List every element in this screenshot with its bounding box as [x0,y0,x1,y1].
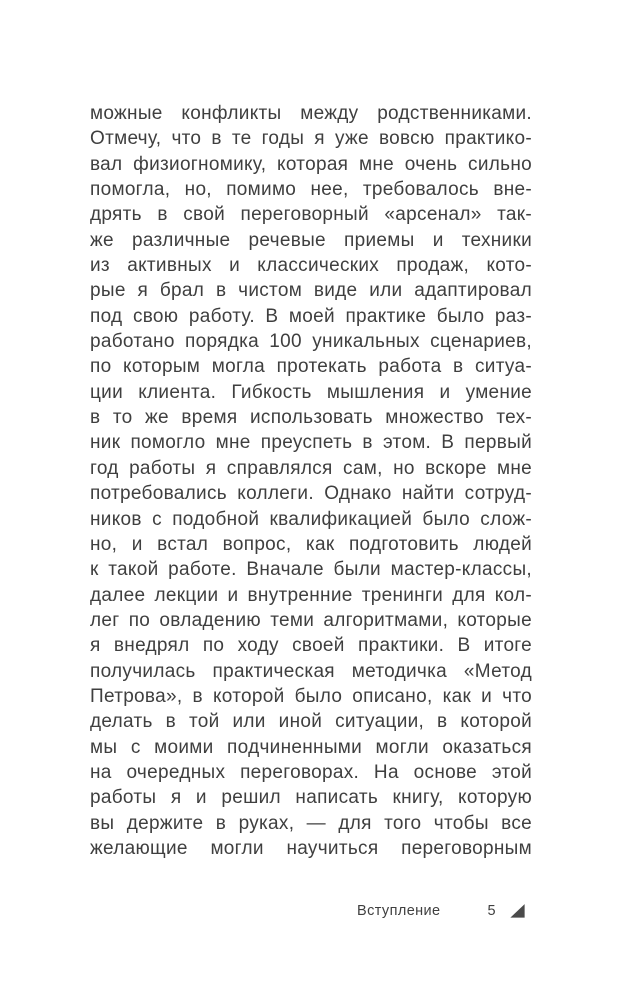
page-footer [357,901,527,920]
text-line: но, и встал вопрос, как подготовить людей [90,533,532,555]
text-line: год работы я справлялся сам, но вскоре мне [90,457,532,479]
text-line: ник помогло мне преуспеть в этом. В первый [90,432,532,454]
text-line: потребовались коллеги. Однако найти сотруд- [90,483,532,505]
text-line: помогла, но, помимо нее, требовалось вне- [90,179,532,201]
page-number: 5 [487,902,496,919]
triangle-shape [510,904,524,917]
text-line: в то же время использовать множество тех- [90,407,532,429]
text-line: работы я и решил написать книгу, которую [90,787,532,809]
text-line: делать в той или иной ситуации, в которой [90,711,532,733]
text-line: вал физиогномику, которая мне очень сильно [90,153,532,175]
text-line: мы с моими подчиненными могли оказаться [90,736,532,758]
text-line: вы держите в руках, — для того чтобы все [90,812,532,834]
footer-section-label: Вступление [357,902,441,919]
text-line: можные конфликты между родственниками. [90,103,532,124]
text-line: получилась практическая методичка «Метод [90,660,532,682]
text-line: под свою работу. В моей практике было раз- [90,305,532,327]
lower-right-triangle-icon [508,901,527,920]
text-line: же различные речевые приемы и техники [90,229,532,251]
text-line: работано порядка 100 уникальных сценариев, [90,331,532,353]
text-line: лег по овладению теми алгоритмами, которые [90,609,532,631]
text-line: к такой работе. Вначале были мастер-классы, [90,559,532,581]
body-text [90,101,532,861]
text-line: рые я брал в чистом виде или адаптировал [90,280,532,302]
text-line: на очередных переговорах. На основе этой [90,761,532,783]
text-line: желающие могли научиться переговорным [90,837,532,859]
text-line: Отмечу, что в те годы я уже вовсю практико- [90,128,532,150]
text-line: ции клиента. Гибкость мышления и умение [90,381,532,403]
text-line: дрять в свой переговорный «арсенал» так- [90,204,532,226]
text-line: по которым могла протекать работа в ситуа- [90,356,532,378]
text-line: я внедрял по ходу своей практики. В итоге [90,635,532,657]
text-line: из активных и классических продаж, кото- [90,255,532,277]
text-line: Петрова», в которой было описано, как и что [90,685,532,707]
text-line: далее лекции и внутренние тренинги для кол- [90,584,532,606]
text-line: ников с подобной квалификацией было слож- [90,508,532,530]
